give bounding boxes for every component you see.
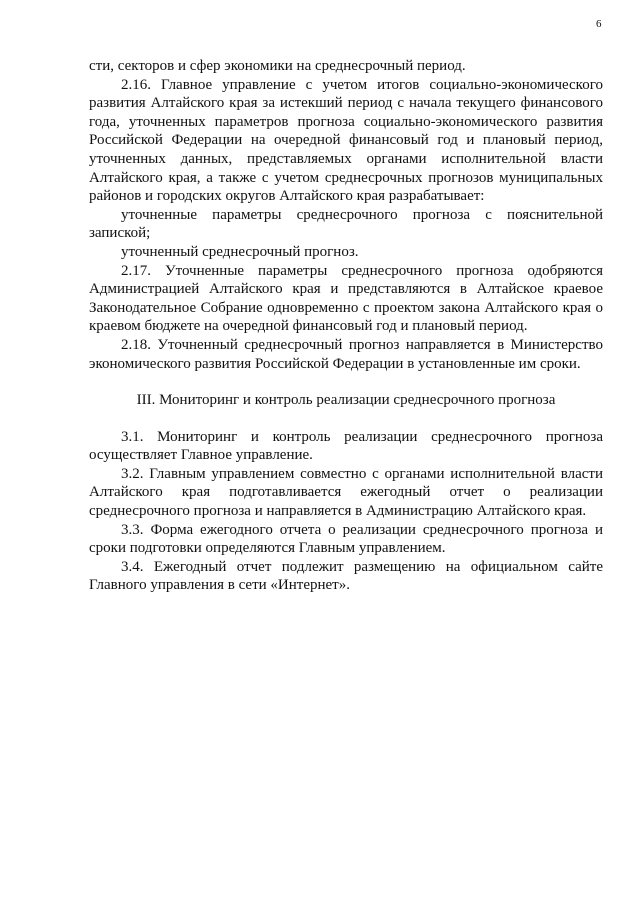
paragraph-2-17: 2.17. Уточненные параметры среднесрочного прогноза одобряются Администрацией Алтайского края и представляются в Алтайское краевое Законодательное Собрание одновременно с проектом закона Алтайского края о краевом бюджете на очередной финансовый год и плановый период. [89, 262, 603, 335]
paragraph-3-2: 3.2. Главным управлением совместно с органами исполнительной власти Алтайского края подготавливается ежегодный отчет о реализации среднесрочного прогноза и направляется в Администрацию Алтайского края. [89, 465, 603, 520]
page-number: 6 [596, 18, 602, 30]
paragraph-3-3: 3.3. Форма ежегодного отчета о реализации среднесрочного прогноза и сроки подготовки определяются Главным управлением. [89, 521, 603, 557]
paragraph-continuation: сти, секторов и сфер экономики на среднесрочный период. [89, 58, 466, 74]
paragraph-2-16: 2.16. Главное управление с учетом итогов социально-экономического развития Алтайского края за истекший период с начала текущего финансового года, уточненных параметров прогноза социально-экономического развития Российской Федерации на очередной финансовый год и плановый период, уточненных данных, представляемых органами исполнительной власти Алтайского края, а также с учетом среднесрочных прогнозов муниципальных районов и городских округов Алтайского края разрабатывает: [89, 76, 603, 205]
list-item-refined-forecast: уточненный среднесрочный прогноз. [121, 243, 359, 260]
list-item-refined-parameters: уточненные параметры среднесрочного прогноза с пояснительной запиской; [89, 206, 603, 242]
document-body [89, 57, 603, 595]
section-heading: III. Мониторинг и контроль реализации среднесрочного прогноза [136, 392, 556, 409]
paragraph-2-18: 2.18. Уточненный среднесрочный прогноз направляется в Министерство экономического развития Российской Федерации в установленные им сроки. [89, 336, 603, 372]
paragraph-3-1: 3.1. Мониторинг и контроль реализации среднесрочного прогноза осуществляет Главное управление. [89, 428, 603, 464]
paragraph-3-4: 3.4. Ежегодный отчет подлежит размещению на официальном сайте Главного управления в сети «Интернет». [89, 558, 603, 594]
